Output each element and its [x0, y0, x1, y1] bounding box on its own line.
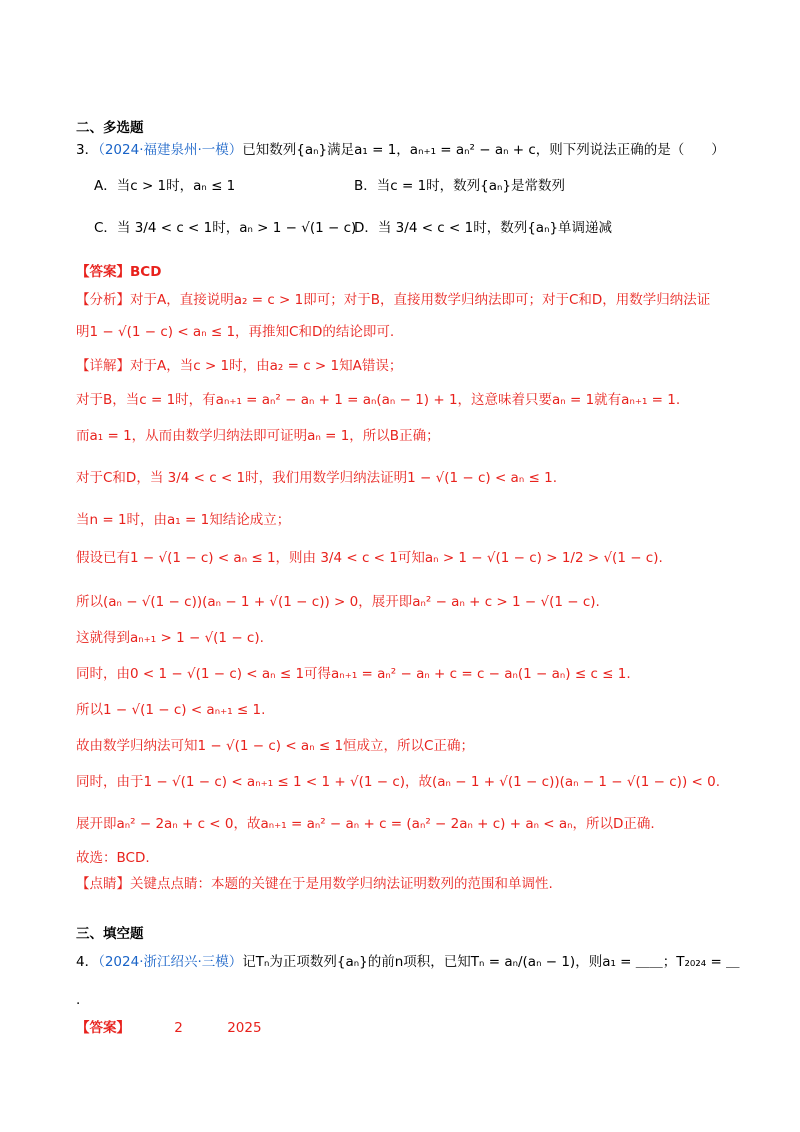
analysis-line-2: 明1 − √(1 − c) < aₙ ≤ 1，再推知C和D的结论即可. — [76, 324, 395, 340]
detail-line: 而a₁ = 1，从而由数学归纳法即可证明aₙ = 1，所以B正确； — [76, 428, 440, 444]
answer: 【答案】BCD — [76, 264, 162, 280]
detail-line: 故由数学归纳法可知1 − √(1 − c) < aₙ ≤ 1恒成立，所以C正确； — [76, 738, 474, 754]
question-text: 记Tₙ为正项数列{aₙ}的前n项积，已知Tₙ = aₙ/(aₙ − 1)，则a₁ = ＿＿；T₂₀₂₄ = ＿ — [242, 954, 740, 970]
detail-line: 当n = 1时，由a₁ = 1知结论成立； — [76, 512, 291, 528]
detail-line: 对于B，当c = 1时，有aₙ₊₁ = aₙ² − aₙ + 1 = aₙ(aₙ − 1) + 1，这意味着只要aₙ = 1就有aₙ₊₁ = 1. — [76, 392, 681, 408]
question-3-stem — [76, 140, 725, 160]
question-4-trail: . — [76, 992, 81, 1008]
detail-line: 所以(aₙ − √(1 − c))(aₙ − 1 + √(1 − c)) > 0，展开即aₙ² − aₙ + c > 1 − √(1 − c). — [76, 594, 600, 610]
detail-line: 同时，由0 < 1 − √(1 − c) < aₙ ≤ 1可得aₙ₊₁ = aₙ² − aₙ + c = c − aₙ(1 − aₙ) ≤ c ≤ 1. — [76, 666, 631, 682]
detail-line: 所以1 − √(1 − c) < aₙ₊₁ ≤ 1. — [76, 702, 266, 718]
question-source: （2024·浙江绍兴·三模） — [98, 954, 243, 970]
section-title: 二、多选题 — [76, 120, 144, 136]
answer-value-1: 2 — [174, 1020, 183, 1036]
option-a: A．当c > 1时，aₙ ≤ 1 — [94, 178, 236, 194]
section-title: 三、填空题 — [76, 926, 144, 942]
question-text: 已知数列{aₙ}满足a₁ = 1，aₙ₊₁ = aₙ² − aₙ + c，则下列说法正确的是（ ） — [242, 142, 725, 158]
answer-label: 【答案】 — [76, 1020, 130, 1036]
question-source: （2024·福建泉州·一模） — [98, 142, 243, 158]
choice-summary: 故选：BCD. — [76, 850, 150, 866]
option-d: D．当 3/4 < c < 1时，数列{aₙ}单调递减 — [354, 220, 613, 236]
detail-line: 【详解】对于A，当c > 1时，由a₂ = c > 1知A错误； — [76, 358, 403, 374]
detail-line: 假设已有1 − √(1 − c) < aₙ ≤ 1，则由 3/4 < c < 1可知aₙ > 1 − √(1 − c) > 1/2 > √(1 − c). — [76, 550, 663, 566]
answer-row — [76, 1018, 262, 1038]
detail-line: 展开即aₙ² − 2aₙ + c < 0，故aₙ₊₁ = aₙ² − aₙ + c = (aₙ² − 2aₙ + c) + aₙ < aₙ，所以D正确. — [76, 816, 655, 832]
detail-line: 同时，由于1 − √(1 − c) < aₙ₊₁ ≤ 1 < 1 + √(1 − c)，故(aₙ − 1 + √(1 − c))(aₙ − 1 − √(1 − c)) < 0. — [76, 774, 720, 790]
answer-value-2: 2025 — [227, 1020, 262, 1036]
question-4-stem — [76, 952, 740, 972]
question-number: 4． — [76, 954, 99, 970]
detail-line: 这就得到aₙ₊₁ > 1 − √(1 − c). — [76, 630, 264, 646]
option-c: C．当 3/4 < c < 1时，aₙ > 1 − √(1 − c) — [94, 220, 357, 236]
question-number: 3． — [76, 142, 99, 158]
option-b: B．当c = 1时，数列{aₙ}是常数列 — [354, 178, 565, 194]
detail-line: 对于C和D，当 3/4 < c < 1时，我们用数学归纳法证明1 − √(1 − c) < aₙ ≤ 1. — [76, 470, 557, 486]
comment: 【点睛】关键点点睛：本题的关键在于是用数学归纳法证明数列的范围和单调性. — [76, 876, 553, 892]
analysis-line-1: 【分析】对于A，直接说明a₂ = c > 1即可；对于B，直接用数学归纳法即可；对于C和D，用数学归纳法证 — [76, 292, 711, 308]
